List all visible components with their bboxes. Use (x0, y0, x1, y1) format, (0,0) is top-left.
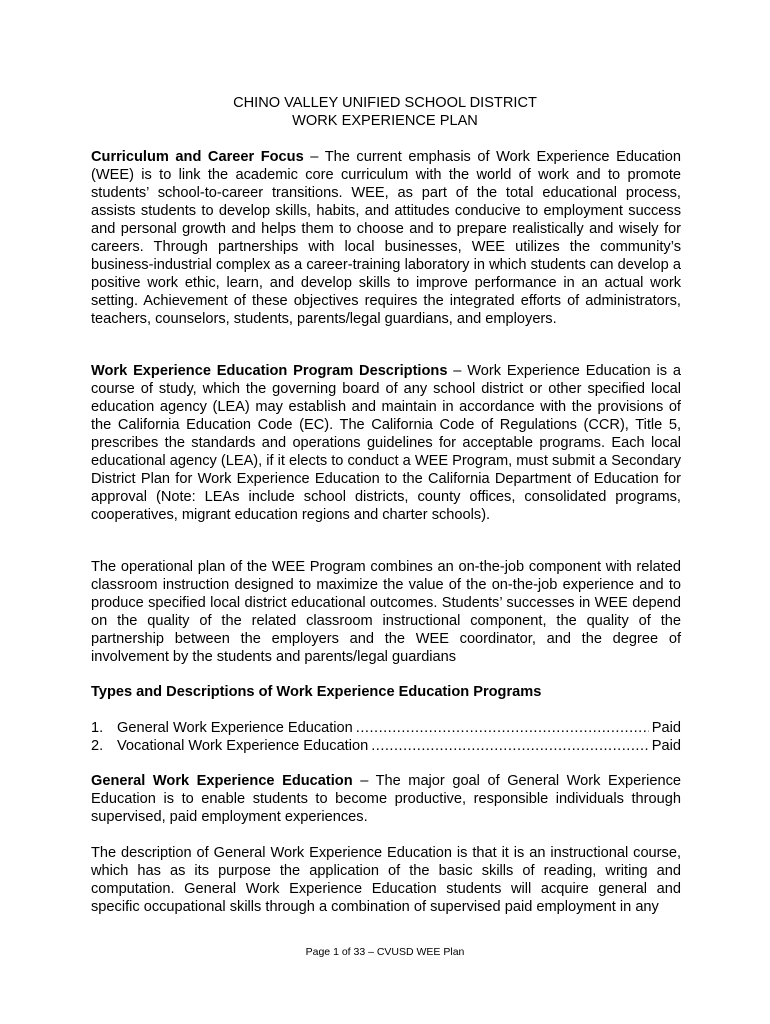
descriptions-text: – Work Experience Education is a course of study, which the governing board of any school district or other specified local education agency (LEA) may establish and maintain in accordance with the provisions of the California Education Code (EC). The California Code of Regulations (CCR), Title 5, prescribes the standards and operations guidelines for acceptable programs. Each local educational agency (LEA), if it elects to conduct a WEE Program, must submit a Secondary District Plan for Work Experience Education to the California Department of Education for approval (Note: LEAs include school districts, county offices, consolidated programs, cooperatives, migrant education regions and charter schools). (91, 363, 681, 523)
general-text: – The major goal of General Work Experience Education is to enable students to become productive, responsible individuals through supervised, paid employment experiences. (91, 773, 681, 825)
plan-title: WORK EXPERIENCE PLAN (292, 113, 478, 129)
types-heading-line (91, 683, 681, 701)
curriculum-heading: Curriculum and Career Focus (91, 149, 304, 165)
general-paragraph (91, 772, 681, 826)
program-types-list (91, 719, 681, 755)
curriculum-text: – The current emphasis of Work Experience Education (WEE) is to link the academic core curriculum with the world of work and to promote students’ school-to-career transitions. WEE, as part of the total educational process, assists students to develop skills, habits, and attitudes conducive to employment success and personal growth and helps them to choose and to prepare realistically and wisely for careers. Through partnerships with local businesses, WEE utilizes the community’s business-industrial complex as a career-training laboratory in which students can develop a positive work ethic, learn, and develop skills to improve performance in an actual work setting. Achievement of these objectives requires the integrated efforts of administrators, teachers, counselors, students, parents/legal guardians, and employers. (91, 149, 681, 327)
page-footer: Page 1 of 33 – CVUSD WEE Plan (305, 946, 465, 958)
list-item (91, 719, 681, 737)
operational-paragraph: The operational plan of the WEE Program combines an on-the-job component with related classroom instruction designed to maximize the value of the on-the-job experience and to produce specified local district educational outcomes. Students’ successes in WEE depend on the quality of the related classroom instructional component, the quality of the partnership between the employers and the WEE coordinator, and the degree of involvement by the students and parents/legal guardians (91, 559, 681, 665)
dot-leader (356, 719, 649, 737)
district-title: CHINO VALLEY UNIFIED SCHOOL DISTRICT (233, 95, 537, 111)
description-paragraph: The description of General Work Experience Education is that it is an instructional course, which has as its purpose the application of the basic skills of reading, writing and computation. General Work Experience Education students will acquire general and specific occupational skills through a combination of supervised paid employment in any (91, 845, 681, 915)
list-item-value: Paid (651, 738, 681, 754)
descriptions-paragraph (91, 362, 681, 524)
dot-leader (371, 737, 649, 755)
types-heading: Types and Descriptions of Work Experience Education Programs (91, 684, 542, 700)
general-heading: General Work Experience Education (91, 773, 353, 789)
curriculum-paragraph (91, 148, 681, 328)
list-item (91, 737, 681, 755)
list-item-label: General Work Experience Education (117, 720, 353, 736)
list-item-value: Paid (651, 720, 681, 736)
descriptions-heading: Work Experience Education Program Descriptions (91, 363, 448, 379)
list-item-label: Vocational Work Experience Education (117, 738, 369, 754)
list-item-number: 2. (91, 738, 104, 754)
list-item-number: 1. (91, 720, 104, 736)
